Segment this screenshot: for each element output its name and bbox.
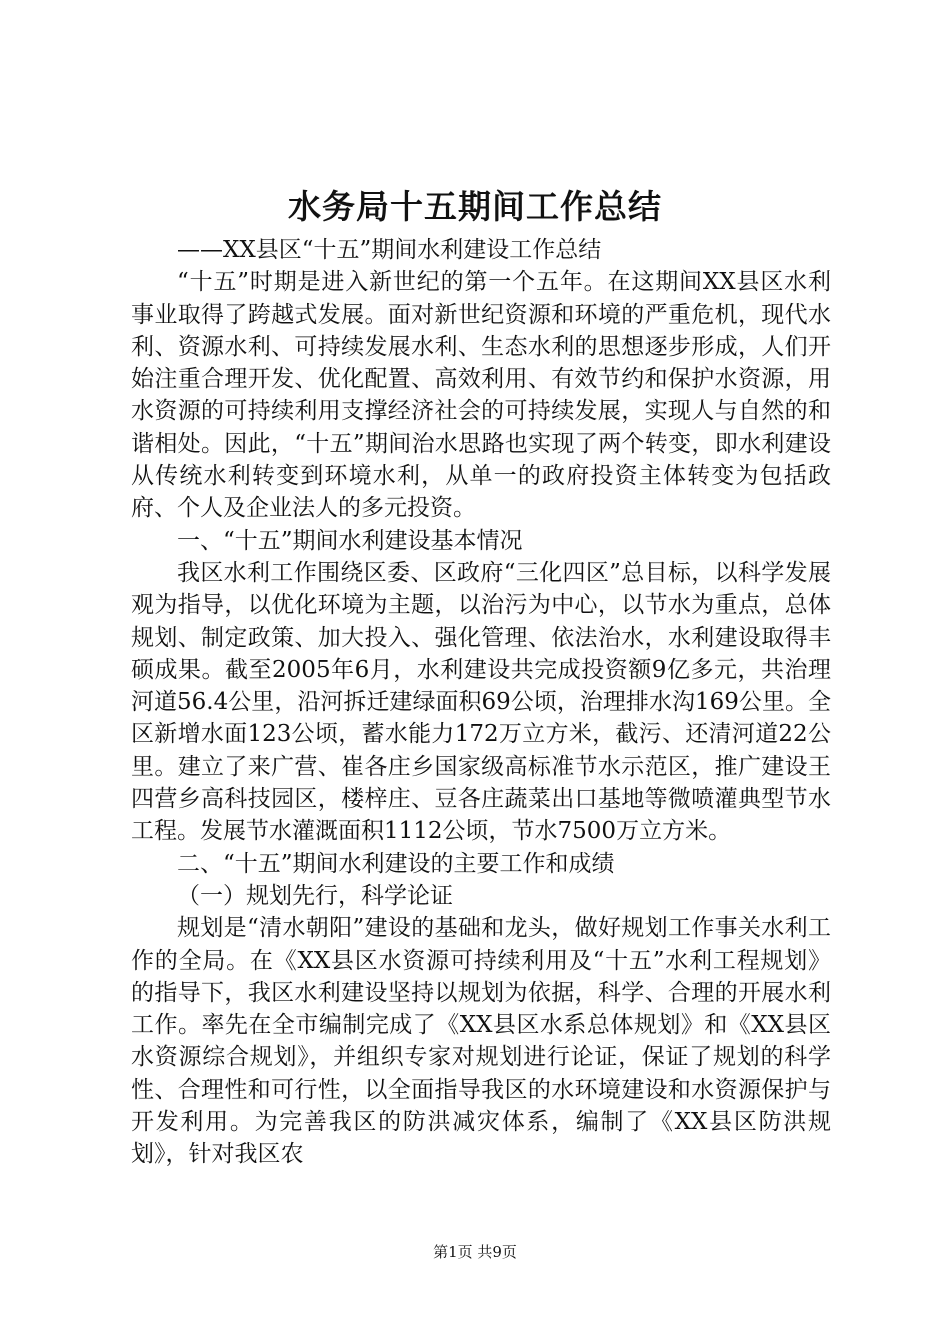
- subsection-heading: （一）规划先行，科学论证: [177, 882, 453, 909]
- document-body: [131, 234, 831, 1171]
- body-paragraph: 我区水利工作围绕区委、区政府“三化四区”总目标，以科学发展观为指导，以优化环境为主题，以治污为中心，以节水为重点，总体规划、制定政策、加大投入、强化管理、依法治水，水利建设取得丰硕成果。截至2005年6月，水利建设共完成投资额9亿多元，共治理河道56.4公里，沿河拆迁建绿面积69公顷，治理排水沟169公里。全区新增水面123公顷，蓄水能力172万立方米，截污、还清河道22公里。建立了来广营、崔各庄乡国家级高标准节水示范区，推广建设王四营乡高科技园区，楼梓庄、豆各庄蔬菜出口基地等微喷灌典型节水工程。发展节水灌溉面积1112公顷，节水7500万立方米。: [131, 559, 831, 845]
- page-footer: 第1页 共9页: [433, 1243, 517, 1261]
- body-paragraph: 规划是“清水朝阳”建设的基础和龙头，做好规划工作事关水利工作的全局。在《XX县区水资源可持续利用及“十五”水利工程规划》的指导下，我区水利建设坚持以规划为依据，科学、合理的开展水利工作。率先在全市编制完成了《XX县区水系总体规划》和《XX县区水资源综合规划》，并组织专家对规划进行论证，保证了规划的科学性、合理性和可行性，以全面指导我区的水环境建设和水资源保护与开发利用。为完善我区的防洪减灾体系，编制了《XX县区防洪规划》，针对我区农: [131, 915, 831, 1168]
- body-paragraph: “十五”时期是进入新世纪的第一个五年。在这期间XX县区水利事业取得了跨越式发展。面对新世纪资源和环境的严重危机，现代水利、资源水利、可持续发展水利、生态水利的思想逐步形成，人们开始注重合理开发、优化配置、高效利用、有效节约和保护水资源，用水资源的可持续利用支撑经济社会的可持续发展，实现人与自然的和谐相处。因此，“十五”期间治水思路也实现了两个转变，即水利建设从传统水利转变到环境水利，从单一的政府投资主体转变为包括政府、个人及企业法人的多元投资。: [131, 269, 831, 522]
- subtitle-paragraph: ——XX县区“十五”期间水利建设工作总结: [177, 237, 602, 263]
- section-heading: 二、“十五”期间水利建设的主要工作和成绩: [177, 850, 615, 877]
- document-title: 水务局十五期间工作总结: [288, 187, 662, 226]
- section-heading: 一、“十五”期间水利建设基本情况: [177, 527, 523, 554]
